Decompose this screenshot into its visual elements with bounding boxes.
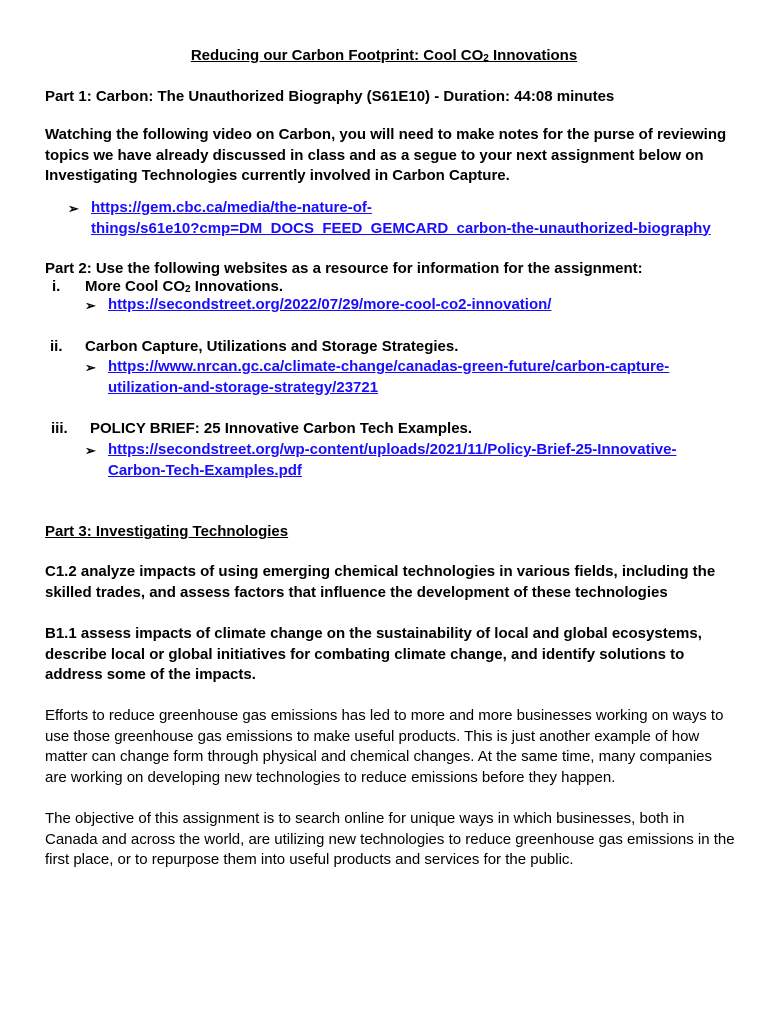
- resource-item-label: POLICY BRIEF: 25 Innovative Carbon Tech Examples.: [90, 420, 473, 437]
- video-link-line1[interactable]: https://gem.cbc.ca/media/the-nature-of-: [91, 199, 372, 216]
- resource-link-3[interactable]: [108, 440, 748, 481]
- resource-link-line1[interactable]: https://www.nrcan.gc.ca/climate-change/canadas-green-future/carbon-capture-: [108, 358, 670, 375]
- arrow-bullet-icon: ➢: [85, 298, 96, 313]
- paragraph-objective: The objective of this assignment is to search online for unique ways in which businesses, both in Canada and across the world, are utilizing new technologies to reduce greenhouse gas emissions in the first place, or to repurpose them into useful products and services for the public.: [45, 810, 735, 868]
- resource-item-subscript: 2: [185, 284, 191, 295]
- item-numeral: ii.: [50, 338, 63, 355]
- part3-heading: Part 3: Investigating Technologies: [45, 523, 289, 540]
- resource-item-label-text: More Cool CO: [85, 278, 185, 295]
- title-suffix: Innovations: [488, 47, 578, 64]
- arrow-bullet-icon: ➢: [68, 201, 79, 216]
- video-link-line2[interactable]: things/s61e10?cmp=DM_DOCS_FEED_GEMCARD_carbon-the-unauthorized-biography: [91, 219, 711, 237]
- arrow-bullet-icon: ➢: [85, 443, 96, 458]
- resource-link-1[interactable]: [108, 295, 748, 316]
- paragraph-efforts: Efforts to reduce greenhouse gas emissions has led to more and more businesses working on ways to use those greenhouse gas emissions to make useful products. This is just another example of how matter can change form through physical and chemical changes. At the same time, many companies are working on developing new technologies to reduce emissions before they happen.: [45, 707, 724, 786]
- part2-heading: Part 2: Use the following websites as a resource for information for the assignment:: [45, 260, 643, 277]
- resource-link-line1[interactable]: https://secondstreet.org/wp-content/uploads/2021/11/Policy-Brief-25-Innovative-: [108, 441, 677, 458]
- item-numeral: iii.: [51, 420, 68, 437]
- resource-item-label: Carbon Capture, Utilizations and Storage Strategies.: [85, 338, 459, 355]
- expectation-c12: C1.2 analyze impacts of using emerging chemical technologies in various fields, including the skilled trades, and assess factors that influence the development of these technologies: [45, 563, 716, 601]
- resource-link-line2[interactable]: Carbon-Tech-Examples.pdf: [108, 461, 302, 479]
- document-title: [0, 46, 768, 70]
- expectation-b11: B1.1 assess impacts of climate change on the sustainability of local and global ecosystems, describe local or global initiatives for combating climate change, and identify solutions to address some of the impacts.: [45, 625, 702, 683]
- part1-heading: Part 1: Carbon: The Unauthorized Biography (S61E10) - Duration: 44:08 minutes: [45, 88, 615, 105]
- resource-item-label-suffix: Innovations.: [190, 278, 284, 295]
- title-text: Reducing our Carbon Footprint: Cool CO: [190, 47, 484, 64]
- resource-link-2[interactable]: [108, 357, 748, 398]
- title-subscript: 2: [483, 53, 489, 64]
- part1-video-link[interactable]: [91, 198, 751, 239]
- resource-link-line1[interactable]: https://secondstreet.org/2022/07/29/more-cool-co2-innovation/: [108, 296, 552, 313]
- item-numeral: i.: [52, 278, 61, 295]
- resource-link-line2[interactable]: utilization-and-storage-strategy/23721: [108, 378, 379, 396]
- part1-instructions: Watching the following video on Carbon, you will need to make notes for the purse of reviewing topics we have already discussed in class and as a segue to your next assignment below on Investigating Technologies currently involved in Carbon Capture.: [45, 126, 727, 184]
- arrow-bullet-icon: ➢: [85, 360, 96, 375]
